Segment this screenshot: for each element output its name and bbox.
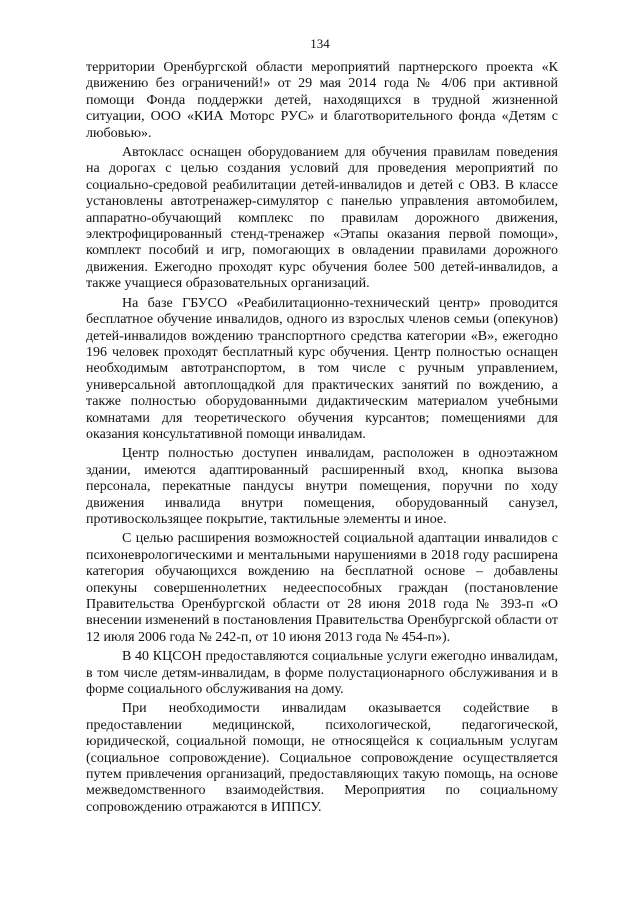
body-text [86, 60, 558, 816]
paragraph-autoclass: Автокласс оснащен оборудованием для обучения правилам поведения на дорогах с целью создания условий для проведения мероприятий по социально-средовой реабилитации детей-инвалидов и детей с ОВЗ. В классе установлены автотренажер-симулятор с панелью управления автомобилем, аппаратно-обучающий комплекс по правилам дорожного движения, электрофицированный стенд-тренажер «Этапы оказания первой помощи», комплект пособий и игр, помогающих в овладении правилами дорожного движения. Ежегодно проходят курс обучения более 500 детей-инвалидов, а также учащиеся образовательных организаций. [86, 145, 558, 292]
paragraph-continuation: территории Оренбургской области мероприятий партнерского проекта «К движению без ограничений!» от 29 мая 2014 года № 4/06 при активной помощи Фонда поддержки детей, находящихся в трудной жизненной ситуации, ООО «КИА Моторс РУС» и благотворительного фонда «Детям с любовью». [86, 60, 558, 141]
paragraph-accessibility: Центр полностью доступен инвалидам, расположен в одноэтажном здании, имеются адаптированный расширенный вход, кнопка вызова персонала, перекатные пандусы внутри помещения, поручни по ходу движения инвалида внутри помещения, оборудованный санузел, противоскользящее покрытие, тактильные элементы и иное. [86, 446, 558, 527]
paragraph-rehab-center: На базе ГБУСО «Реабилитационно-технический центр» проводится бесплатное обучение инвалидов, одного из взрослых членов семьи (опекунов) детей-инвалидов вождению транспортного средства категории «В», ежегодно 196 человек проходят бесплатный курс обучения. Центр полностью оснащен необходимым автотранспортом, в том числе с ручным управлением, универсальной автоплощадкой для практических занятий по вождению, а также полностью оборудованными дидактическим материалом учебными комнатами для теоретического обучения курсантов; помещениями для оказания консультативной помощи инвалидам. [86, 295, 558, 442]
paragraph-kcson: В 40 КЦСОН предоставляются социальные услуги ежегодно инвалидам, в том числе детям-инвалидам, в форме полустационарного обслуживания и в форме социального обслуживания на дому. [86, 649, 558, 698]
paragraph-social-support: При необходимости инвалидам оказывается содействие в предоставлении медицинской, психологической, педагогической, юридической, социальной помощи, не относящейся к социальным услугам (социальное сопровождение). Социальное сопровождение осуществляется путем привлечения организаций, предоставляющих такую помощь, на основе межведомственного взаимодействия. Мероприятия по социальному сопровождению отражаются в ИППСУ. [86, 701, 558, 815]
page-number: 134 [310, 36, 330, 51]
paragraph-driving-training: С целью расширения возможностей социальной адаптации инвалидов с психоневрологическими и ментальными нарушениями в 2018 году расширена категория обучающихся вождению на бесплатной основе – добавлены опекуны совершеннолетних недееспособных граждан (постановление Правительства Оренбургской области от 28 июня 2018 года № 393-п «О внесении изменений в постановления Правительства Оренбургской области от 12 июля 2006 года № 242-п, от 10 июня 2013 года № 454-п»). [86, 531, 558, 645]
